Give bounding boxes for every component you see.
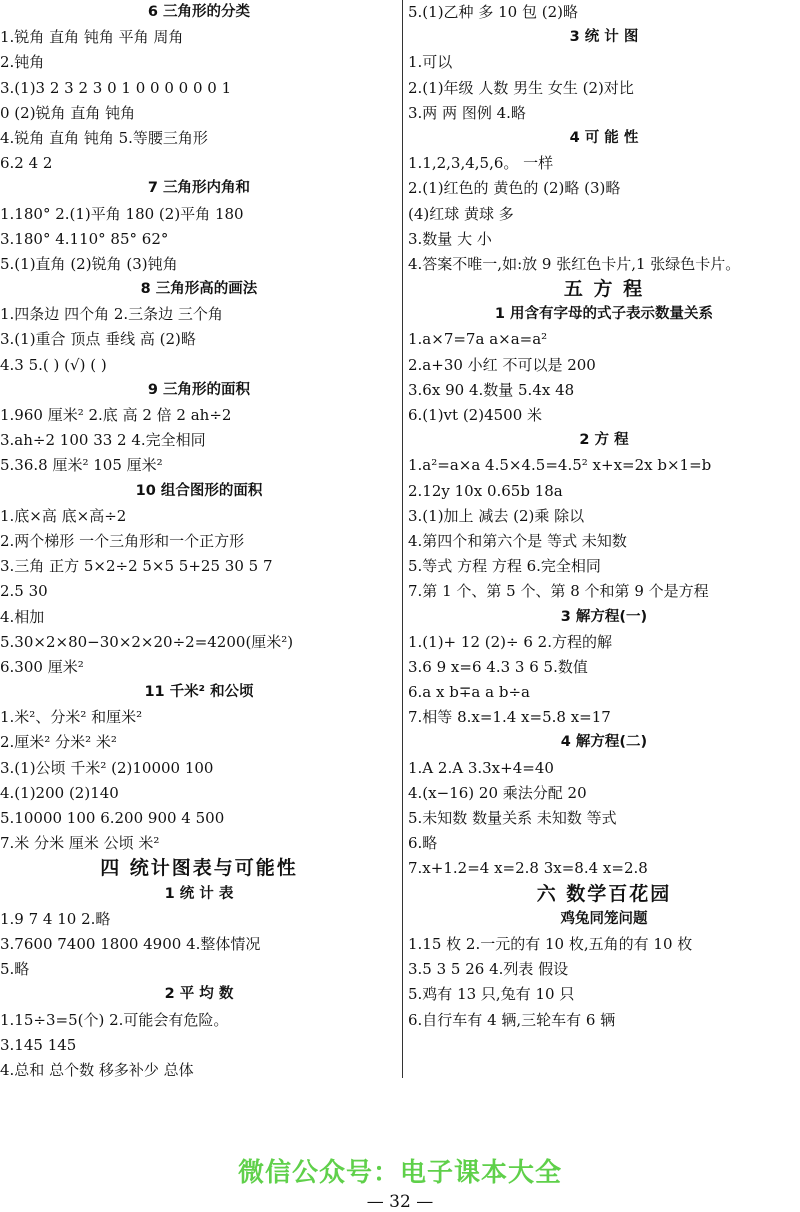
answer-line: 1.15÷3=5(个) 2.可能会有危险。 — [0, 1010, 229, 1029]
answer-line: 5.(1)乙种 多 10 包 (2)略 — [408, 3, 578, 21]
answer-line: 2.12y 10x 0.65b 18a — [408, 481, 563, 500]
unit-heading: 五 方 程 — [563, 278, 645, 301]
answer-line: 3.(1)加上 减去 (2)乘 除以 — [408, 506, 585, 525]
answer-line: 3.7600 7400 1800 4900 4.整体情况 — [0, 934, 261, 953]
answer-line: 2.5 30 — [0, 582, 48, 601]
section-heading: 4 解方程(二) — [560, 734, 648, 751]
section-heading: 9 三角形的面积 — [147, 381, 251, 398]
answer-line: 3.两 两 图例 4.略 — [408, 103, 526, 122]
answer-line: 4.答案不唯一,如:放 9 张红色卡片,1 张绿色卡片。 — [408, 254, 741, 273]
answer-line: 3.数量 大 小 — [408, 229, 492, 248]
answer-line: 1.1,2,3,4,5,6。 一样 — [408, 154, 554, 173]
left-column — [0, 0, 398, 1083]
section-heading: 2 方 程 — [579, 432, 629, 449]
answer-line: 2.两个梯形 一个三角形和一个正方形 — [0, 531, 245, 550]
answer-line: 4.(x−16) 20 乘法分配 20 — [408, 783, 587, 802]
answer-line: 7.相等 8.x=1.4 x=5.8 x=17 — [408, 708, 611, 727]
answer-line: 1.锐角 直角 钝角 平角 周角 — [0, 28, 184, 47]
answer-line: 3.5 3 5 26 4.列表 假设 — [408, 960, 569, 979]
answer-line: 1.15 枚 2.一元的有 10 枚,五角的有 10 枚 — [408, 934, 693, 953]
watermark: 微信公众号：电子课本大全 — [237, 1158, 562, 1188]
answer-line: 1.(1)+ 12 (2)÷ 6 2.方程的解 — [408, 632, 612, 651]
section-heading: 11 千米² 和公顷 — [144, 684, 254, 701]
answer-line: 3.(1)重合 顶点 垂线 高 (2)略 — [0, 330, 196, 349]
answer-line: 6.a x b∓a a b÷a — [408, 683, 530, 702]
section-heading: 4 可 能 性 — [569, 129, 639, 146]
answer-line: 7.x+1.2=4 x=2.8 3x=8.4 x=2.8 — [408, 859, 648, 878]
answer-line: 0 (2)锐角 直角 钝角 — [0, 103, 136, 122]
section-heading: 3 统 计 图 — [569, 29, 639, 46]
section-heading: 3 解方程(一) — [560, 608, 648, 625]
answer-line: 1.可以 — [408, 53, 453, 72]
page-number: — 32 — — [366, 1192, 434, 1212]
section-heading: 1 用含有字母的式子表示数量关系 — [494, 306, 714, 323]
answer-line: 5.未知数 数量关系 未知数 等式 — [408, 809, 617, 827]
answer-line: 1.9 7 4 10 2.略 — [0, 909, 111, 928]
section-heading: 8 三角形高的画法 — [140, 281, 258, 298]
answer-line: 4.相加 — [0, 607, 45, 626]
answer-line: 7.米 分米 厘米 公顷 米² — [0, 834, 160, 853]
section-heading: 6 三角形的分类 — [147, 4, 251, 20]
section-heading: 2 平 均 数 — [164, 986, 234, 1003]
answer-line: 5.10000 100 6.200 900 4 500 — [0, 809, 225, 827]
answer-line: 3.6x 90 4.数量 5.4x 48 — [408, 380, 575, 399]
answer-line: 6.略 — [408, 834, 438, 853]
section-heading: 鸡兔同笼问题 — [560, 910, 648, 927]
answer-line: 2.a+30 小红 不可以是 200 — [408, 355, 596, 374]
answer-line: 3.(1)3 2 3 2 3 0 1 0 0 0 0 0 0 1 — [0, 78, 232, 97]
answer-line: 4.第四个和第六个是 等式 未知数 — [408, 531, 627, 550]
answer-line: 1.a×7=7a a×a=a² — [408, 330, 548, 349]
answer-line: 1.960 厘米² 2.底 高 2 倍 2 ah÷2 — [0, 406, 232, 424]
unit-heading: 六 数学百花园 — [536, 882, 672, 905]
answer-line: 6.自行车有 4 辆,三轮车有 6 辆 — [408, 1010, 616, 1029]
answer-line: 5.略 — [0, 960, 30, 979]
answer-line: 5.36.8 厘米² 105 厘米² — [0, 456, 163, 475]
section-heading: 1 统 计 表 — [164, 885, 234, 902]
answer-line: 1.a²=a×a 4.5×4.5=4.5² x+x=2x b×1=b — [408, 456, 712, 475]
answer-line: 2.厘米² 分米² 米² — [0, 733, 117, 752]
right-column — [408, 0, 800, 1033]
answer-line: 2.钝角 — [0, 53, 45, 72]
answer-line: 5.鸡有 13 只,兔有 10 只 — [408, 985, 575, 1004]
answer-line: 6.300 厘米² — [0, 657, 84, 676]
answer-line: 5.(1)直角 (2)锐角 (3)钝角 — [0, 254, 178, 273]
answer-line: 1.四条边 四个角 2.三条边 三个角 — [0, 305, 223, 324]
answer-line: 2.(1)红色的 黄色的 (2)略 (3)略 — [408, 179, 621, 198]
section-heading: 10 组合图形的面积 — [135, 482, 263, 499]
answer-line: 5.30×2×80−30×2×20÷2=4200(厘米²) — [0, 632, 294, 651]
answer-line: 3.180° 4.110° 85° 62° — [0, 229, 169, 248]
answer-line: 1.180° 2.(1)平角 180 (2)平角 180 — [0, 204, 244, 223]
column-divider — [402, 0, 403, 1078]
unit-heading: 四 统计图表与可能性 — [100, 857, 298, 880]
answer-line: 3.(1)公顷 千米² (2)10000 100 — [0, 758, 214, 777]
answer-line: 3.ah÷2 100 33 2 4.完全相同 — [0, 431, 206, 450]
answer-line: 6.2 4 2 — [0, 154, 53, 173]
answer-line: 4.(1)200 (2)140 — [0, 783, 119, 802]
answer-line: 7.第 1 个、第 5 个、第 8 个和第 9 个是方程 — [408, 582, 709, 601]
answer-line: 5.等式 方程 方程 6.完全相同 — [408, 557, 601, 576]
answer-line: (4)红球 黄球 多 — [408, 204, 514, 223]
answer-line: 1.米²、分米² 和厘米² — [0, 708, 143, 727]
answer-line: 4.3 5.( ) (√) ( ) — [0, 355, 107, 374]
answer-line: 2.(1)年级 人数 男生 女生 (2)对比 — [408, 78, 634, 97]
answer-line: 4.锐角 直角 钝角 5.等腰三角形 — [0, 128, 208, 147]
answer-line: 4.总和 总个数 移多补少 总体 — [0, 1060, 194, 1079]
section-heading: 7 三角形内角和 — [147, 180, 251, 197]
answer-line: 1.底×高 底×高÷2 — [0, 506, 127, 525]
answer-line: 1.A 2.A 3.3x+4=40 — [408, 758, 554, 777]
answer-line: 3.三角 正方 5×2÷2 5×5 5+25 30 5 7 — [0, 557, 273, 576]
answer-line: 3.6 9 x=6 4.3 3 6 5.数值 — [408, 657, 588, 676]
answer-line: 6.(1)vt (2)4500 米 — [408, 406, 543, 424]
answer-line: 3.145 145 — [0, 1035, 77, 1054]
